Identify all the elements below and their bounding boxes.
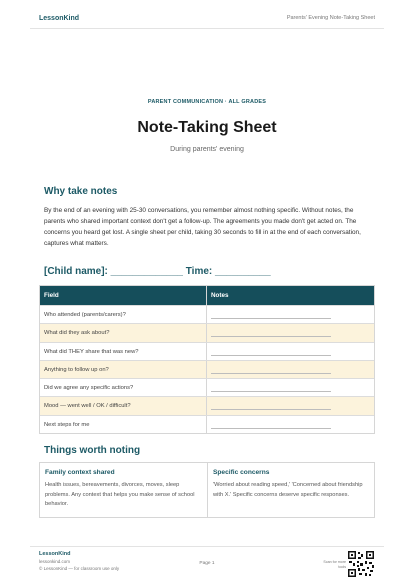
column-header-notes: Notes	[211, 292, 229, 299]
card-title: Specific concerns	[213, 469, 270, 476]
notes-cell[interactable]	[207, 324, 374, 341]
field-label: What did THEY share that was new?	[40, 343, 207, 360]
page-title: Note-Taking Sheet	[137, 119, 277, 136]
table-row	[40, 323, 374, 341]
notes-blank-line	[211, 373, 331, 374]
table-row	[40, 378, 374, 396]
field-label: What did they ask about?	[40, 324, 207, 341]
table-row	[40, 342, 374, 360]
header-divider	[30, 28, 384, 29]
notes-table	[39, 285, 375, 434]
qr-code-icon[interactable]	[348, 551, 374, 577]
card-body: Health issues, bereavements, divorces, moves, sleep problems. Any context that helps you make sense of school behavior.	[45, 482, 195, 507]
table-row	[40, 305, 374, 323]
notes-cell[interactable]	[207, 416, 374, 433]
notes-blank-line	[211, 336, 331, 337]
footer-site-link[interactable]: lessonkind.com	[39, 559, 71, 564]
field-label: Next steps for me	[40, 416, 207, 433]
section-kicker: PARENT COMMUNICATION · ALL GRADES	[147, 99, 267, 105]
notes-blank-line	[211, 409, 331, 410]
table-row	[40, 396, 374, 414]
card-body: 'Worried about reading speed,' 'Concerned about friendship with X.' Specific concerns deserve specific responses.	[213, 482, 363, 498]
footer-divider	[30, 546, 384, 547]
document-title: Parents' Evening Note-Taking Sheet	[286, 15, 375, 21]
page-number: Page 1	[199, 561, 215, 566]
why-paragraph: By the end of an evening with 25-30 conversations, you remember almost nothing specific. Without notes, the parents who shared important context don't get a follow-up. The agreements you made don't get acted on. The concerns you heard get lost. A single sheet per child, taking 30 seconds to fill in at the end of each conversation, captures what matters.	[44, 207, 361, 247]
why-heading: Why take notes	[44, 186, 118, 197]
scan-caption: Scan for more tools	[323, 560, 346, 569]
notes-cell[interactable]	[207, 306, 374, 323]
field-label: Mood — went well / OK / difficult?	[40, 397, 207, 414]
notes-blank-line	[211, 318, 331, 319]
card-family-context	[40, 463, 207, 517]
footer-brand: LessonKind	[39, 551, 71, 557]
notes-cell[interactable]	[207, 397, 374, 414]
page-header	[0, 0, 414, 34]
noting-cards	[39, 462, 375, 518]
noting-heading: Things worth noting	[44, 445, 141, 456]
column-header-field: Field	[40, 286, 207, 305]
notes-blank-line	[211, 355, 331, 356]
card-specific-concerns	[207, 463, 374, 517]
child-name-time-line: [Child name]: _____________ Time: __________	[44, 266, 271, 277]
field-label: Who attended (parents/carers)?	[40, 306, 207, 323]
notes-cell[interactable]	[207, 379, 374, 396]
notes-blank-line	[211, 391, 331, 392]
field-label: Did we agree any specific actions?	[40, 379, 207, 396]
card-title: Family context shared	[45, 469, 115, 476]
notes-cell[interactable]	[207, 361, 374, 378]
table-header	[40, 286, 374, 305]
notes-cell[interactable]	[207, 343, 374, 360]
table-row	[40, 415, 374, 433]
brand-logo[interactable]: LessonKind	[39, 15, 80, 22]
footer-copyright: © LessonKind — for classroom use only	[39, 566, 120, 571]
table-body	[40, 305, 374, 433]
field-label: Anything to follow up on?	[40, 361, 207, 378]
table-row	[40, 360, 374, 378]
notes-blank-line	[211, 428, 331, 429]
page-subtitle: During parents' evening	[170, 146, 244, 153]
